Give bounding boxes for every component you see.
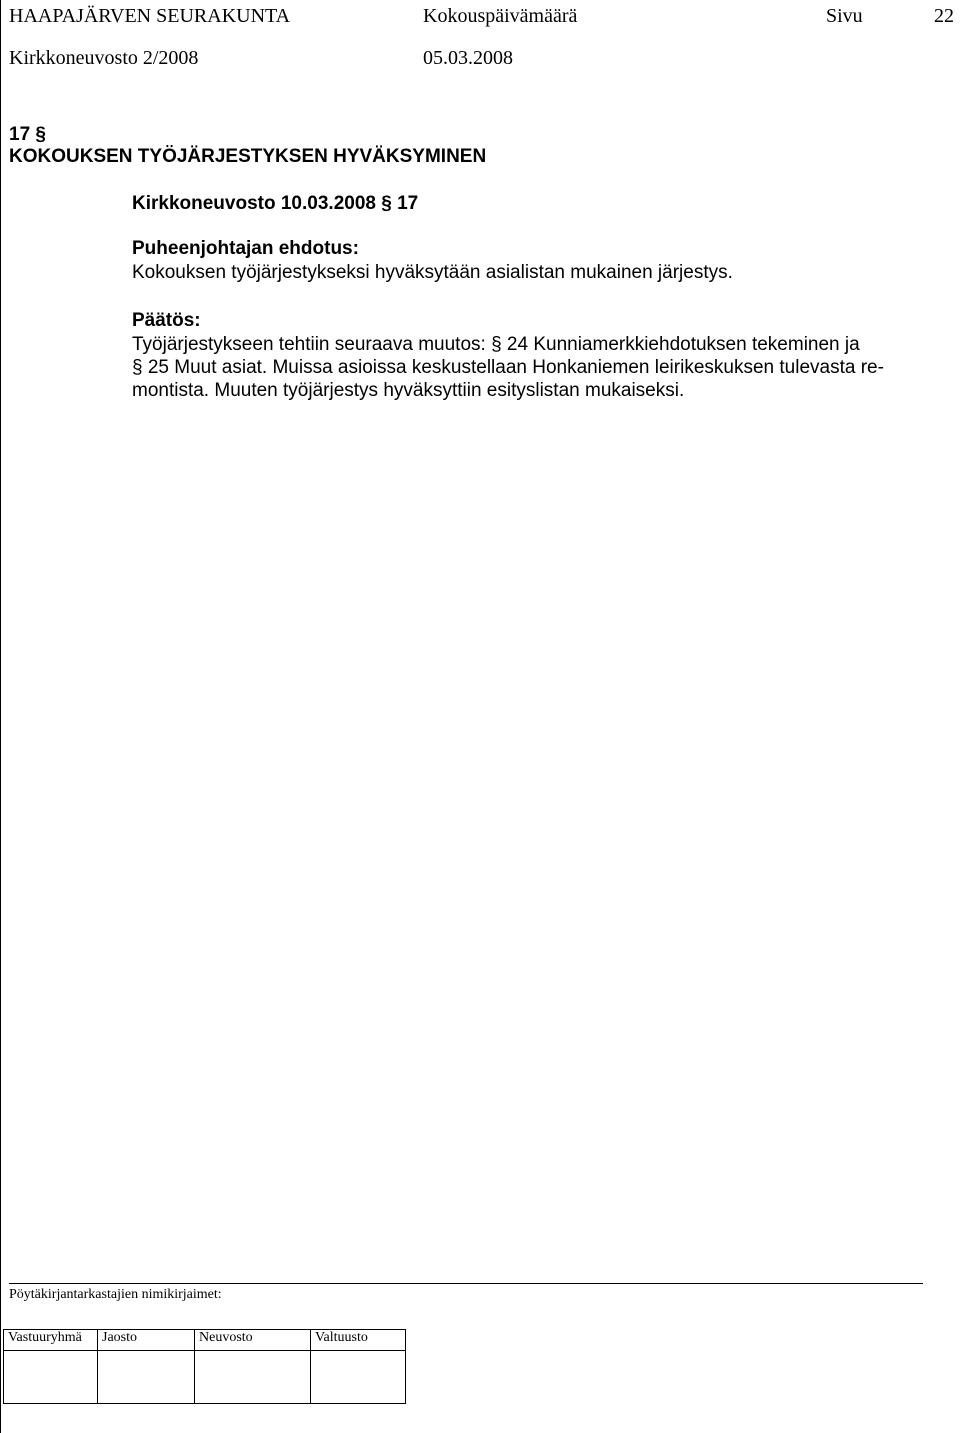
meeting-date-label: Kokouspäivämäärä [423,5,578,27]
decision-line: montista. Muuten työjärjestys hyväksyttiin esityslistan mukaiseksi. [132,380,685,401]
signature-cell [311,1351,406,1404]
signature-line [9,1283,923,1284]
decision-line: Työjärjestykseen tehtiin seuraava muutos: § 24 Kunniamerkkiehdotuksen tekeminen ja [132,334,860,355]
signature-cell [98,1351,195,1404]
signature-label: Pöytäkirjantarkastajien nimikirjaimet: [9,1287,222,1302]
proposal-text: Kokouksen työjärjestykseksi hyväksytään asialistan mukainen järjestys. [132,262,733,283]
signature-cell [4,1351,98,1404]
approval-table [3,1329,406,1404]
meeting-date: 05.03.2008 [423,47,513,69]
page-label: Sivu [826,5,863,27]
decision-line: § 25 Muut asiat. Muissa asioissa keskustellaan Honkaniemen leirikeskuksen tulevasta re- [132,357,884,378]
decision-heading: Päätös: [132,310,201,331]
meeting-reference: Kirkkoneuvosto 10.03.2008 § 17 [132,193,419,214]
page-number: 22 [934,5,954,27]
column-valtuusto: Valtuusto [311,1330,406,1351]
organization-name: HAAPAJÄRVEN SEURAKUNTA [9,5,291,27]
approval-signature-row [4,1351,406,1404]
column-vastuuryhma: Vastuuryhmä [4,1330,98,1351]
approval-header-row [4,1330,406,1351]
decision-text [132,333,942,402]
column-neuvosto: Neuvosto [195,1330,311,1351]
column-jaosto: Jaosto [98,1330,195,1351]
section-number: 17 § [9,124,46,145]
proposal-heading: Puheenjohtajan ehdotus: [132,238,359,259]
signature-cell [195,1351,311,1404]
board-name: Kirkkoneuvosto 2/2008 [9,47,199,69]
section-title: KOKOUKSEN TYÖJÄRJESTYKSEN HYVÄKSYMINEN [9,146,487,167]
